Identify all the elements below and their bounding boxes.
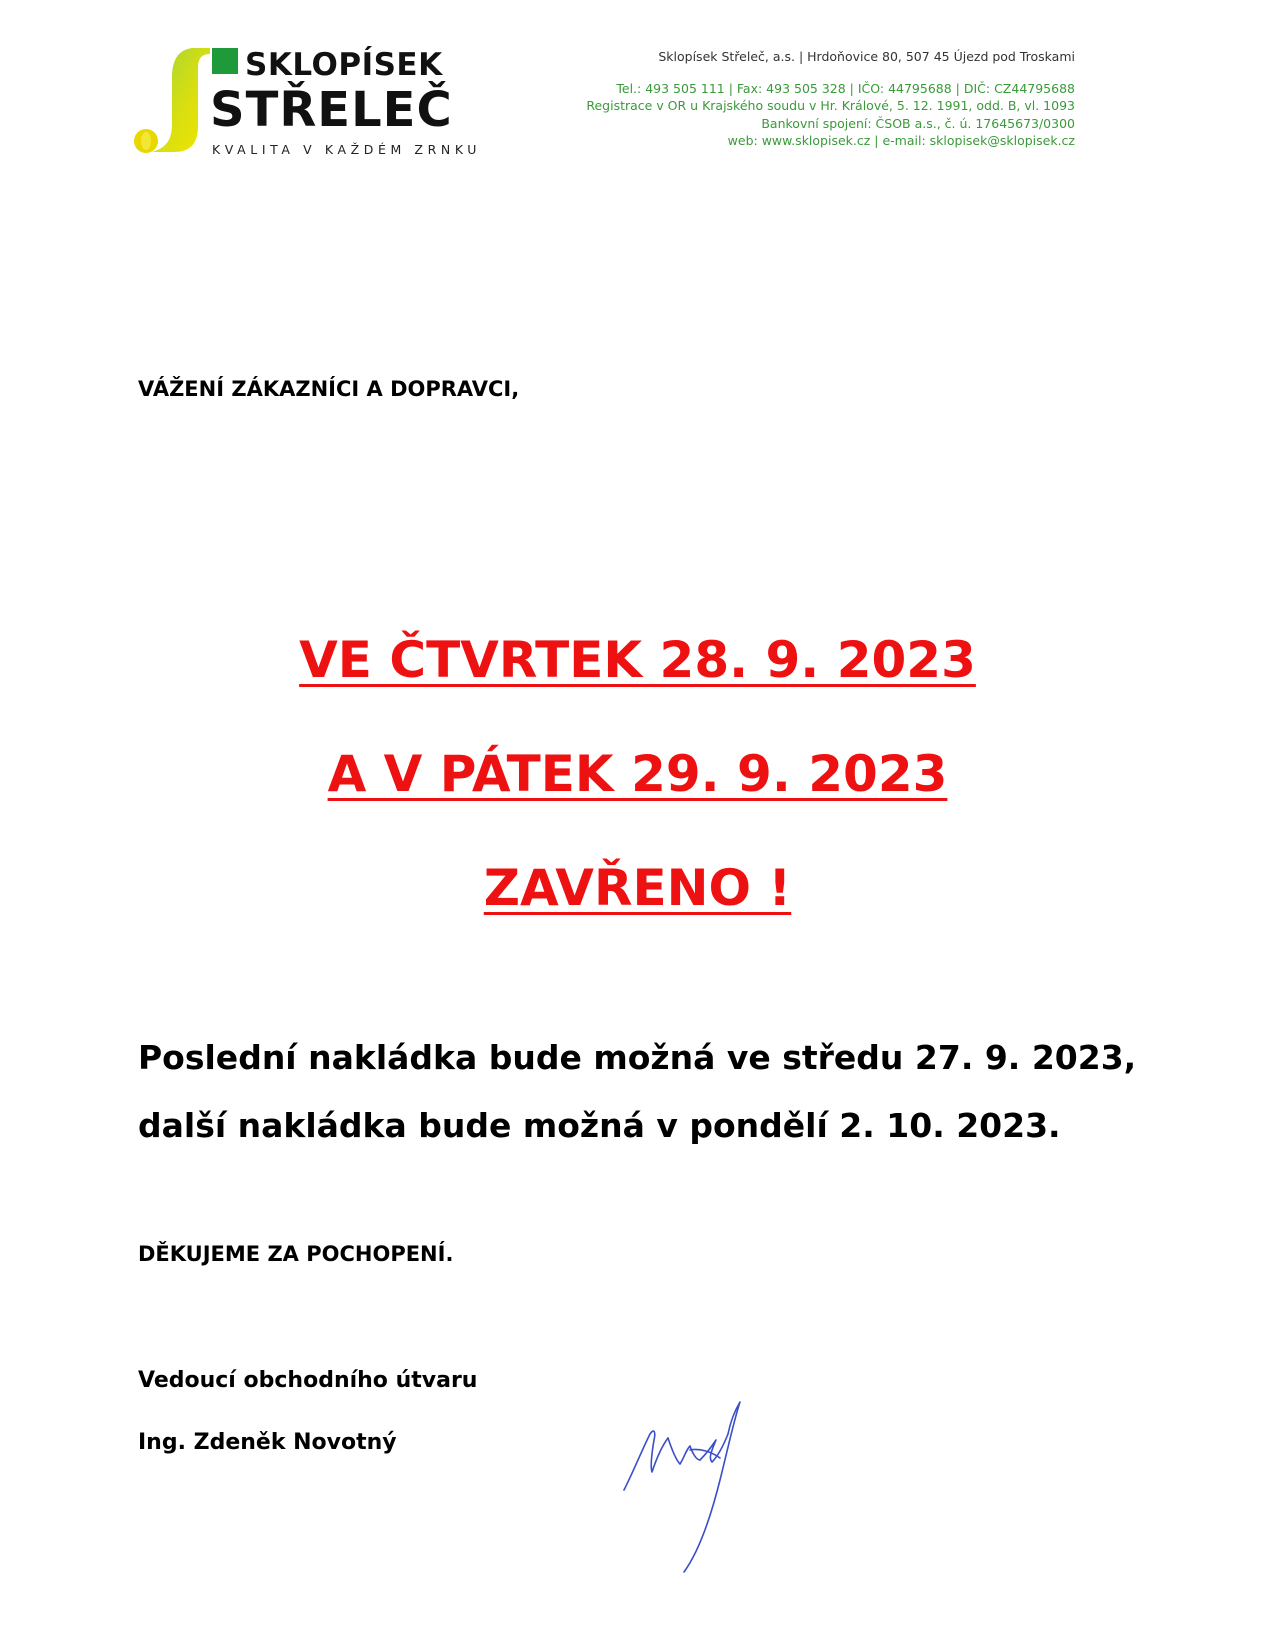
handwritten-signature-icon bbox=[620, 1400, 770, 1575]
closure-headline-line-3: ZAVŘENO ! bbox=[483, 859, 792, 917]
contact-line-web-email: web: www.sklopisek.cz | e-mail: sklopisek@sklopisek.cz bbox=[727, 133, 1075, 148]
contact-line-phone: Tel.: 493 505 111 | Fax: 493 505 328 | IČO: 44795688 | DIČ: CZ44795688 bbox=[616, 80, 1075, 96]
logo-wordmark-top: SKLOPÍSEK bbox=[245, 47, 443, 83]
logo-wordmark-main: STŘELEČ bbox=[210, 82, 453, 138]
closure-headline-line-2: A V PÁTEK 29. 9. 2023 bbox=[327, 745, 948, 803]
last-loading-info: Poslední nakládka bude možná ve středu 27. 9. 2023, bbox=[138, 1038, 1137, 1077]
next-loading-info: další nakládka bude možná v pondělí 2. 10. 2023. bbox=[138, 1106, 1061, 1145]
company-contact-block bbox=[586, 48, 1075, 150]
signatory-name: Ing. Zdeněk Novotný bbox=[138, 1430, 397, 1455]
signatory-role: Vedoucí obchodního útvaru bbox=[138, 1368, 478, 1393]
contact-line-registration: Registrace v OR u Krajského soudu v Hr. Králové, 5. 12. 1991, odd. B, vl. 1093 bbox=[586, 98, 1075, 113]
salutation: VÁŽENÍ ZÁKAZNÍCI A DOPRAVCI, bbox=[138, 377, 520, 401]
thanks-line: DĚKUJEME ZA POCHOPENÍ. bbox=[138, 1242, 454, 1266]
company-address: Sklopísek Střeleč, a.s. | Hrdoňovice 80, 507 45 Újezd pod Troskami bbox=[658, 49, 1075, 64]
logo-tagline: KVALITA V KAŽDÉM ZRNKU bbox=[212, 142, 482, 157]
contact-line-bank: Bankovní spojení: ČSOB a.s., č. ú. 17645673/0300 bbox=[761, 115, 1075, 131]
closure-headline-line-1: VE ČTVRTEK 28. 9. 2023 bbox=[299, 631, 976, 689]
company-logo bbox=[132, 48, 492, 163]
